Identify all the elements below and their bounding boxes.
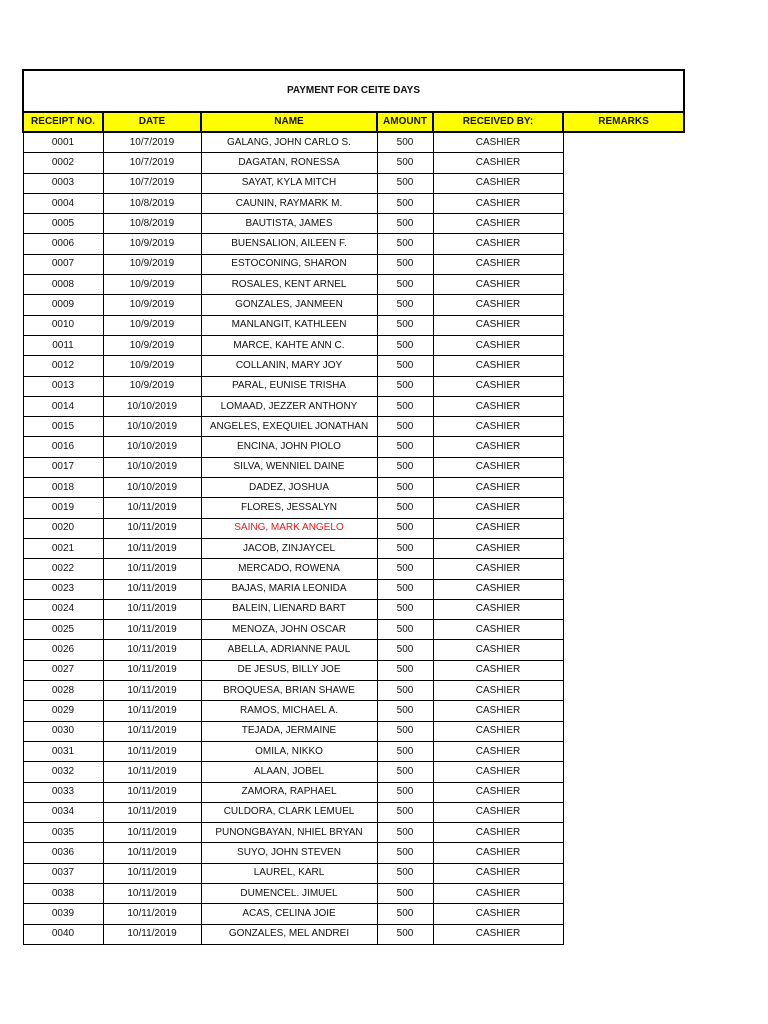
amount-cell: 500 [377,518,433,538]
receipt-no-cell: 0039 [23,904,103,924]
table-row [23,640,684,660]
name-cell: ACAS, CELINA JOIE [201,904,377,924]
amount-cell: 500 [377,904,433,924]
date-cell: 10/11/2019 [103,924,201,944]
amount-cell: 500 [377,356,433,376]
remarks-cell [563,904,684,924]
remarks-cell [563,599,684,619]
received-by-cell: CASHIER [433,518,563,538]
received-by-cell: CASHIER [433,478,563,498]
receipt-no-cell: 0019 [23,498,103,518]
name-cell: BAUTISTA, JAMES [201,214,377,234]
table-row [23,498,684,518]
table-row [23,599,684,619]
received-by-cell: CASHIER [433,620,563,640]
receipt-no-cell: 0016 [23,437,103,457]
header-date: DATE [103,112,201,132]
amount-cell: 500 [377,498,433,518]
received-by-cell: CASHIER [433,863,563,883]
name-cell: CAUNIN, RAYMARK M. [201,193,377,213]
receipt-no-cell: 0028 [23,681,103,701]
receipt-no-cell: 0018 [23,478,103,498]
amount-cell: 500 [377,295,433,315]
name-cell: MERCADO, ROWENA [201,559,377,579]
remarks-cell [563,620,684,640]
amount-cell: 500 [377,417,433,437]
name-cell: JACOB, ZINJAYCEL [201,538,377,558]
received-by-cell: CASHIER [433,741,563,761]
date-cell: 10/11/2019 [103,843,201,863]
table-row [23,579,684,599]
table-row [23,924,684,944]
name-cell: FLORES, JESSALYN [201,498,377,518]
remarks-cell [563,741,684,761]
received-by-cell: CASHIER [433,437,563,457]
name-cell: SAING, MARK ANGELO [201,518,377,538]
receipt-no-cell: 0010 [23,315,103,335]
amount-cell: 500 [377,315,433,335]
receipt-no-cell: 0026 [23,640,103,660]
remarks-cell [563,518,684,538]
date-cell: 10/11/2019 [103,498,201,518]
date-cell: 10/11/2019 [103,741,201,761]
amount-cell: 500 [377,538,433,558]
table-row [23,153,684,173]
receipt-no-cell: 0032 [23,762,103,782]
name-cell: DAGATAN, RONESSA [201,153,377,173]
header-remarks: REMARKS [563,112,684,132]
table-row [23,478,684,498]
date-cell: 10/8/2019 [103,193,201,213]
table-row [23,417,684,437]
receipt-no-cell: 0038 [23,883,103,903]
name-cell: DADEZ, JOSHUA [201,478,377,498]
name-cell: BUENSALION, AILEEN F. [201,234,377,254]
date-cell: 10/9/2019 [103,295,201,315]
remarks-cell [563,315,684,335]
remarks-cell [563,863,684,883]
amount-cell: 500 [377,579,433,599]
name-cell: CULDORA, CLARK LEMUEL [201,802,377,822]
amount-cell: 500 [377,681,433,701]
table-row [23,782,684,802]
remarks-cell [563,295,684,315]
date-cell: 10/11/2019 [103,559,201,579]
received-by-cell: CASHIER [433,843,563,863]
date-cell: 10/11/2019 [103,599,201,619]
remarks-cell [563,153,684,173]
date-cell: 10/7/2019 [103,153,201,173]
table-row [23,356,684,376]
receipt-no-cell: 0011 [23,335,103,355]
table-row [23,741,684,761]
table-row [23,883,684,903]
amount-cell: 500 [377,762,433,782]
remarks-cell [563,396,684,416]
name-cell: ZAMORA, RAPHAEL [201,782,377,802]
date-cell: 10/11/2019 [103,701,201,721]
date-cell: 10/11/2019 [103,660,201,680]
header-name: NAME [201,112,377,132]
date-cell: 10/10/2019 [103,417,201,437]
remarks-cell [563,640,684,660]
name-cell: TEJADA, JERMAINE [201,721,377,741]
date-cell: 10/9/2019 [103,315,201,335]
name-cell: ROSALES, KENT ARNEL [201,275,377,295]
remarks-cell [563,254,684,274]
amount-cell: 500 [377,883,433,903]
remarks-cell [563,457,684,477]
amount-cell: 500 [377,802,433,822]
receipt-no-cell: 0007 [23,254,103,274]
receipt-no-cell: 0002 [23,153,103,173]
amount-cell: 500 [377,335,433,355]
table-row [23,335,684,355]
date-cell: 10/11/2019 [103,883,201,903]
receipt-no-cell: 0015 [23,417,103,437]
received-by-cell: CASHIER [433,335,563,355]
date-cell: 10/9/2019 [103,335,201,355]
amount-cell: 500 [377,924,433,944]
date-cell: 10/11/2019 [103,721,201,741]
name-cell: PARAL, EUNISE TRISHA [201,376,377,396]
received-by-cell: CASHIER [433,538,563,558]
receipt-no-cell: 0030 [23,721,103,741]
receipt-no-cell: 0020 [23,518,103,538]
amount-cell: 500 [377,396,433,416]
amount-cell: 500 [377,863,433,883]
name-cell: DE JESUS, BILLY JOE [201,660,377,680]
receipt-no-cell: 0014 [23,396,103,416]
date-cell: 10/9/2019 [103,234,201,254]
table-row [23,802,684,822]
receipt-no-cell: 0040 [23,924,103,944]
receipt-no-cell: 0008 [23,275,103,295]
amount-cell: 500 [377,254,433,274]
remarks-cell [563,417,684,437]
received-by-cell: CASHIER [433,579,563,599]
name-cell: SAYAT, KYLA MITCH [201,173,377,193]
name-cell: LAUREL, KARL [201,863,377,883]
received-by-cell: CASHIER [433,417,563,437]
received-by-cell: CASHIER [433,356,563,376]
header-receipt-no: RECEIPT NO. [23,112,103,132]
received-by-cell: CASHIER [433,904,563,924]
table-row [23,396,684,416]
table-row [23,275,684,295]
received-by-cell: CASHIER [433,599,563,619]
remarks-cell [563,193,684,213]
table-row [23,254,684,274]
amount-cell: 500 [377,173,433,193]
receipt-no-cell: 0022 [23,559,103,579]
table-row [23,437,684,457]
remarks-cell [563,559,684,579]
table-row [23,620,684,640]
received-by-cell: CASHIER [433,823,563,843]
name-cell: GONZALES, JANMEEN [201,295,377,315]
remarks-cell [563,883,684,903]
remarks-cell [563,660,684,680]
receipt-no-cell: 0023 [23,579,103,599]
name-cell: GONZALES, MEL ANDREI [201,924,377,944]
received-by-cell: CASHIER [433,275,563,295]
remarks-cell [563,701,684,721]
amount-cell: 500 [377,843,433,863]
receipt-no-cell: 0033 [23,782,103,802]
table-row [23,701,684,721]
date-cell: 10/11/2019 [103,802,201,822]
name-cell: DUMENCEL. JIMUEL [201,883,377,903]
name-cell: BAJAS, MARIA LEONIDA [201,579,377,599]
table-row [23,295,684,315]
header-amount: AMOUNT [377,112,433,132]
table-row [23,863,684,883]
name-cell: GALANG, JOHN CARLO S. [201,132,377,153]
remarks-cell [563,437,684,457]
name-cell: MENOZA, JOHN OSCAR [201,620,377,640]
amount-cell: 500 [377,701,433,721]
remarks-cell [563,538,684,558]
name-cell: COLLANIN, MARY JOY [201,356,377,376]
name-cell: BROQUESA, BRIAN SHAWE [201,681,377,701]
title-row [23,70,684,112]
name-cell: MANLANGIT, KATHLEEN [201,315,377,335]
receipt-no-cell: 0027 [23,660,103,680]
table-row [23,843,684,863]
received-by-cell: CASHIER [433,701,563,721]
amount-cell: 500 [377,193,433,213]
received-by-cell: CASHIER [433,660,563,680]
amount-cell: 500 [377,234,433,254]
amount-cell: 500 [377,660,433,680]
date-cell: 10/7/2019 [103,173,201,193]
receipt-no-cell: 0035 [23,823,103,843]
received-by-cell: CASHIER [433,457,563,477]
amount-cell: 500 [377,599,433,619]
amount-cell: 500 [377,478,433,498]
table-row [23,234,684,254]
amount-cell: 500 [377,376,433,396]
received-by-cell: CASHIER [433,132,563,153]
remarks-cell [563,579,684,599]
date-cell: 10/10/2019 [103,396,201,416]
remarks-cell [563,234,684,254]
received-by-cell: CASHIER [433,214,563,234]
remarks-cell [563,275,684,295]
table-row [23,193,684,213]
remarks-cell [563,376,684,396]
table-row [23,538,684,558]
payment-table [22,69,685,945]
name-cell: SILVA, WENNIEL DAINE [201,457,377,477]
remarks-cell [563,762,684,782]
receipt-no-cell: 0024 [23,599,103,619]
sheet-title: PAYMENT FOR CEITE DAYS [23,70,684,112]
remarks-cell [563,721,684,741]
date-cell: 10/10/2019 [103,478,201,498]
receipt-no-cell: 0001 [23,132,103,153]
name-cell: SUYO, JOHN STEVEN [201,843,377,863]
table-row [23,214,684,234]
date-cell: 10/11/2019 [103,620,201,640]
name-cell: RAMOS, MICHAEL A. [201,701,377,721]
remarks-cell [563,214,684,234]
remarks-cell [563,823,684,843]
amount-cell: 500 [377,559,433,579]
table-row [23,173,684,193]
date-cell: 10/10/2019 [103,437,201,457]
remarks-cell [563,843,684,863]
received-by-cell: CASHIER [433,234,563,254]
received-by-cell: CASHIER [433,559,563,579]
amount-cell: 500 [377,741,433,761]
date-cell: 10/10/2019 [103,457,201,477]
name-cell: PUNONGBAYAN, NHIEL BRYAN [201,823,377,843]
header-received-by: RECEIVED BY: [433,112,563,132]
date-cell: 10/11/2019 [103,681,201,701]
table-row [23,457,684,477]
table-row [23,904,684,924]
table-row [23,518,684,538]
date-cell: 10/11/2019 [103,762,201,782]
received-by-cell: CASHIER [433,681,563,701]
received-by-cell: CASHIER [433,498,563,518]
remarks-cell [563,132,684,153]
received-by-cell: CASHIER [433,782,563,802]
table-row [23,376,684,396]
remarks-cell [563,356,684,376]
receipt-no-cell: 0003 [23,173,103,193]
amount-cell: 500 [377,457,433,477]
name-cell: ABELLA, ADRIANNE PAUL [201,640,377,660]
amount-cell: 500 [377,640,433,660]
date-cell: 10/9/2019 [103,356,201,376]
name-cell: ESTOCONING, SHARON [201,254,377,274]
amount-cell: 500 [377,275,433,295]
date-cell: 10/8/2019 [103,214,201,234]
received-by-cell: CASHIER [433,802,563,822]
received-by-cell: CASHIER [433,173,563,193]
receipt-no-cell: 0013 [23,376,103,396]
remarks-cell [563,802,684,822]
receipt-no-cell: 0037 [23,863,103,883]
name-cell: LOMAAD, JEZZER ANTHONY [201,396,377,416]
name-cell: MARCE, KAHTE ANN C. [201,335,377,355]
received-by-cell: CASHIER [433,762,563,782]
amount-cell: 500 [377,132,433,153]
received-by-cell: CASHIER [433,924,563,944]
receipt-no-cell: 0017 [23,457,103,477]
name-cell: ANGELES, EXEQUIEL JONATHAN [201,417,377,437]
table-row [23,681,684,701]
name-cell: ALAAN, JOBEL [201,762,377,782]
name-cell: BALEIN, LIENARD BART [201,599,377,619]
date-cell: 10/11/2019 [103,782,201,802]
date-cell: 10/9/2019 [103,275,201,295]
received-by-cell: CASHIER [433,193,563,213]
header-row [23,112,684,132]
amount-cell: 500 [377,620,433,640]
receipt-no-cell: 0004 [23,193,103,213]
date-cell: 10/9/2019 [103,376,201,396]
amount-cell: 500 [377,782,433,802]
table-row [23,660,684,680]
receipt-no-cell: 0029 [23,701,103,721]
remarks-cell [563,335,684,355]
remarks-cell [563,498,684,518]
date-cell: 10/11/2019 [103,538,201,558]
table-row [23,762,684,782]
date-cell: 10/7/2019 [103,132,201,153]
table-row [23,315,684,335]
remarks-cell [563,173,684,193]
received-by-cell: CASHIER [433,295,563,315]
amount-cell: 500 [377,214,433,234]
amount-cell: 500 [377,721,433,741]
receipt-no-cell: 0005 [23,214,103,234]
receipt-no-cell: 0012 [23,356,103,376]
received-by-cell: CASHIER [433,254,563,274]
table-row [23,721,684,741]
date-cell: 10/9/2019 [103,254,201,274]
receipt-no-cell: 0009 [23,295,103,315]
table-row [23,132,684,153]
received-by-cell: CASHIER [433,153,563,173]
remarks-cell [563,924,684,944]
name-cell: OMILA, NIKKO [201,741,377,761]
date-cell: 10/11/2019 [103,640,201,660]
date-cell: 10/11/2019 [103,579,201,599]
receipt-no-cell: 0034 [23,802,103,822]
receipt-no-cell: 0006 [23,234,103,254]
remarks-cell [563,478,684,498]
remarks-cell [563,681,684,701]
date-cell: 10/11/2019 [103,904,201,924]
received-by-cell: CASHIER [433,396,563,416]
received-by-cell: CASHIER [433,640,563,660]
name-cell: ENCINA, JOHN PIOLO [201,437,377,457]
receipt-no-cell: 0031 [23,741,103,761]
table-row [23,823,684,843]
amount-cell: 500 [377,437,433,457]
date-cell: 10/11/2019 [103,823,201,843]
table-row [23,559,684,579]
date-cell: 10/11/2019 [103,863,201,883]
date-cell: 10/11/2019 [103,518,201,538]
amount-cell: 500 [377,823,433,843]
received-by-cell: CASHIER [433,883,563,903]
receipt-no-cell: 0025 [23,620,103,640]
received-by-cell: CASHIER [433,315,563,335]
received-by-cell: CASHIER [433,376,563,396]
remarks-cell [563,782,684,802]
receipt-no-cell: 0021 [23,538,103,558]
receipt-no-cell: 0036 [23,843,103,863]
amount-cell: 500 [377,153,433,173]
received-by-cell: CASHIER [433,721,563,741]
